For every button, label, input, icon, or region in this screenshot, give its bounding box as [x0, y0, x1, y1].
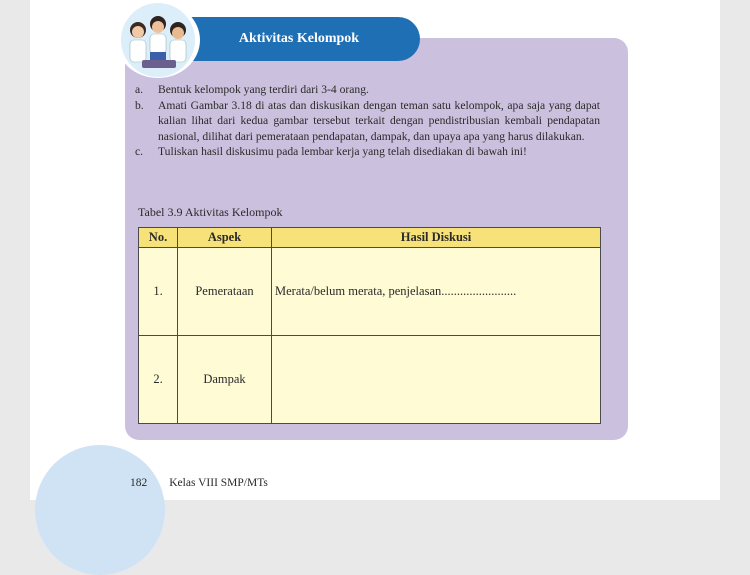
decorative-circle — [35, 445, 165, 575]
row-hasil-diskusi[interactable]: Merata/belum merata, penjelasan........................ — [272, 248, 601, 336]
page-footer — [130, 477, 268, 489]
instruction-text: Tuliskan hasil diskusimu pada lembar kerja yang telah disediakan di bawah ini! — [158, 145, 527, 159]
students-group-icon — [116, 2, 200, 78]
table-header-row — [139, 228, 601, 248]
instruction-item — [135, 82, 600, 98]
book-title: Kelas VIII SMP/MTs — [169, 477, 268, 489]
table-caption: Tabel 3.9 Aktivitas Kelompok — [138, 205, 283, 219]
row-hasil-diskusi[interactable] — [272, 336, 601, 424]
table-row — [139, 336, 601, 424]
instruction-marker: c. — [135, 145, 144, 159]
instruction-text: Amati Gambar 3.18 di atas dan diskusikan dengan teman satu kelompok, apa saja yang dapat kalian lihat dari kedua gambar tersebut terkait dengan pendistribusian kembali pendapatan nasional, dilihat dari pemerataan pendapatan, dampak, dan upaya apa yang harus dilakukan. — [158, 98, 600, 143]
instruction-marker: a. — [135, 83, 144, 96]
header-hasil-diskusi: Hasil Diskusi — [272, 228, 601, 248]
activity-table — [138, 227, 601, 424]
header-no: No. — [139, 228, 178, 248]
header-aspek: Aspek — [178, 228, 272, 248]
row-aspek: Dampak — [178, 336, 272, 424]
instruction-item — [135, 98, 600, 145]
table-row — [139, 248, 601, 336]
row-number: 2. — [139, 336, 178, 424]
activity-title: Aktivitas Kelompok — [238, 31, 360, 46]
instruction-item — [135, 144, 600, 160]
row-aspek: Pemerataan — [178, 248, 272, 336]
instruction-marker: b. — [135, 98, 144, 112]
instruction-text: Bentuk kelompok yang terdiri dari 3-4 orang. — [158, 83, 369, 96]
page-number: 182 — [130, 477, 148, 489]
row-number: 1. — [139, 248, 178, 336]
instruction-list — [135, 82, 600, 160]
